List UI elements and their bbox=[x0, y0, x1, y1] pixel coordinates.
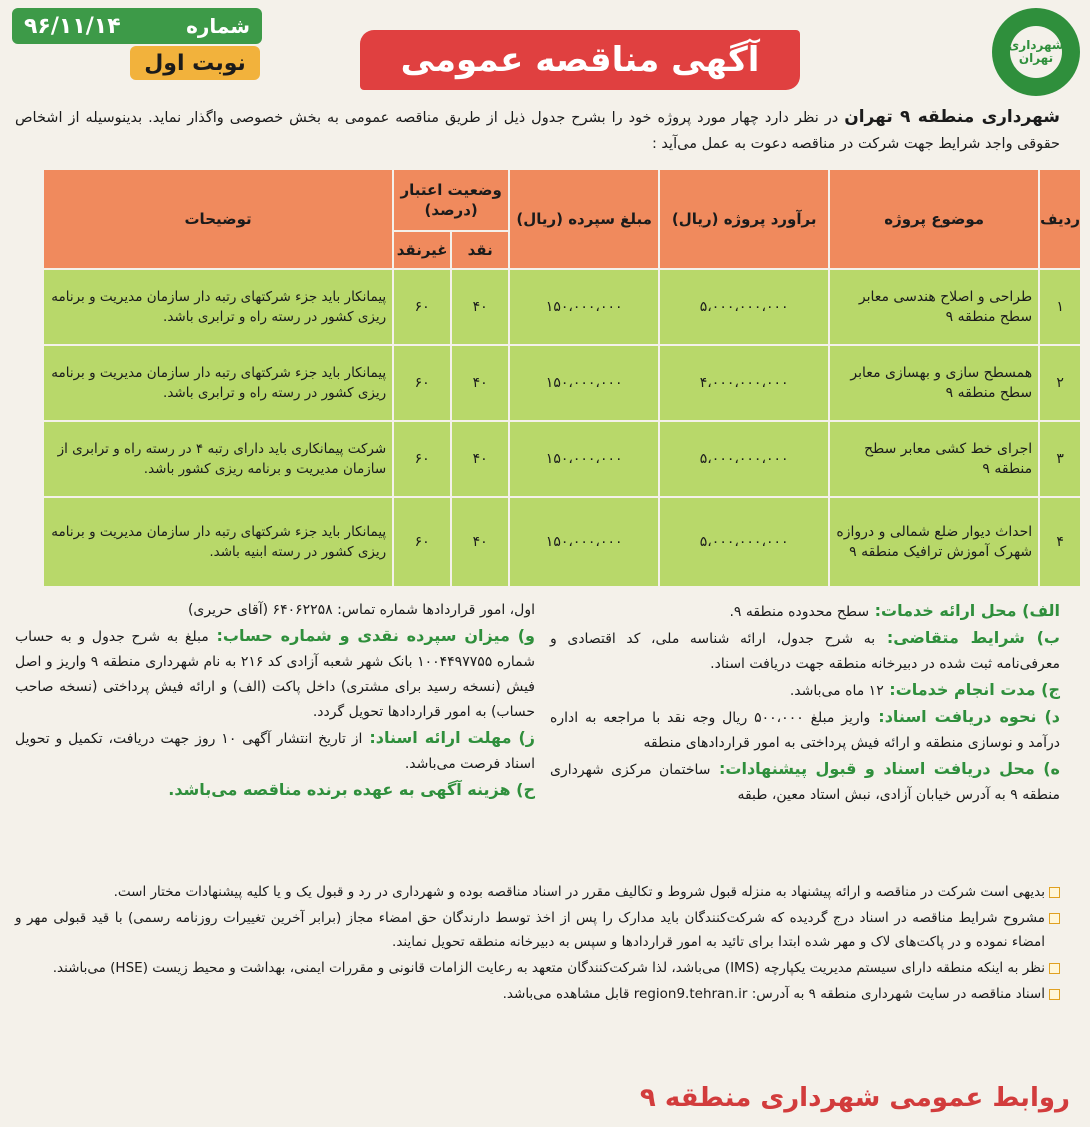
cell-subject: طراحی و اصلاح هندسی معابر سطح منطقه ۹ bbox=[829, 269, 1039, 345]
section-a-heading: الف) محل ارائه خدمات: bbox=[869, 601, 1060, 620]
section-h-heading: ح) هزینه آگهی به عهده برنده مناقصه می‌باشد. bbox=[168, 780, 535, 799]
section-c-text: ۱۲ ماه می‌باشد. bbox=[789, 683, 884, 699]
notes-list bbox=[15, 880, 1060, 1008]
list-item bbox=[15, 956, 1060, 980]
checkbox-bullet-icon bbox=[1049, 963, 1060, 974]
section-e-text: ساختمان مرکزی شهرداری منطقه ۹ به آدرس خیابان آزادی، نبش استاد معین، طبقه bbox=[550, 762, 1060, 803]
section-b-heading: ب) شرایط متقاضی: bbox=[875, 628, 1060, 647]
logo-emblem-icon: شهرداری تهران bbox=[1010, 26, 1062, 78]
note-text: نظر به اینکه منطقه دارای سیستم مدیریت یکپارچه (IMS) می‌باشد، لذا شرکت‌کنندگان متعهد به رعایت الزامات قانونی و مقررات ایمنی، بهداشت و محیط زیست (HSE) می‌باشند. bbox=[52, 960, 1045, 976]
cell-notes: پیمانکار باید جزء شرکتهای رتبه دار سازمان مدیریت و برنامه ریزی کشور در رسته راه و ترابری باشد. bbox=[43, 269, 393, 345]
cell-cash: ۴۰ bbox=[451, 421, 509, 497]
section-g-heading: ز) مهلت ارائه اسناد: bbox=[362, 728, 536, 747]
cell-deposit: ۱۵۰،۰۰۰،۰۰۰ bbox=[509, 421, 659, 497]
cell-estimate: ۴،۰۰۰،۰۰۰،۰۰۰ bbox=[659, 345, 829, 421]
cell-subject: همسطح سازی و بهسازی معابر سطح منطقه ۹ bbox=[829, 345, 1039, 421]
cell-deposit: ۱۵۰،۰۰۰،۰۰۰ bbox=[509, 345, 659, 421]
issue-number-label: شماره bbox=[186, 14, 250, 38]
intro-paragraph bbox=[15, 104, 1060, 157]
section-d bbox=[550, 704, 1060, 756]
section-e-heading: ه) محل دریافت اسناد و قبول پیشنهادات: bbox=[710, 759, 1061, 778]
cell-noncash: ۶۰ bbox=[393, 497, 451, 587]
cell-cash: ۴۰ bbox=[451, 345, 509, 421]
page-title: آگهی مناقصه عمومی bbox=[360, 30, 800, 90]
list-item bbox=[15, 982, 1060, 1006]
note-text: بدیهی است شرکت در مناقصه و ارائه پیشنهاد به منزله قبول شروط و تکالیف مقرر در اسناد مناقصه بوده و شهرداری در رد و قبول یک و یا کلیه پیشنهادات مختار است. bbox=[113, 884, 1045, 900]
checkbox-bullet-icon bbox=[1049, 989, 1060, 1000]
footer-signature: روابط عمومی شهرداری منطقه ۹ bbox=[639, 1083, 1070, 1113]
section-e-continued: اول، امور قراردادها شماره تماس: ۶۴۰۶۲۲۵۸ (آقای حریری) bbox=[187, 602, 535, 618]
section-f-text: مبلغ به شرح جدول و به حساب شماره ۱۰۰۴۴۹۷۷۵۵ بانک شهر شعبه آزادی کد ۲۱۶ به نام شهرداری منطقه ۹ واریز و اصل فیش (نسخه رسید برای مشتری) داخل پاکت (الف) و ارائه فیش پرداختی (نسخه صاحب حساب) به امور قراردادها تحویل گردد. bbox=[15, 629, 536, 720]
conditions-sections bbox=[15, 598, 1060, 868]
header-notes: توضیحات bbox=[43, 169, 393, 269]
header-credit: وضعیت اعتبار (درصد) bbox=[393, 169, 509, 231]
cell-deposit: ۱۵۰،۰۰۰،۰۰۰ bbox=[509, 497, 659, 587]
projects-table bbox=[42, 168, 1082, 588]
note-text: مشروح شرایط مناقصه در اسناد درج گردیده که شرکت‌کنندگان باید مدارک را پس از اخذ توسط دارندگان حق امضاء مجاز (برابر آخرین تغییرات روزنامه رسمی) با قید قبولی مهر و امضاء نموده و در پاکت‌های لاک و مهر شده ابتدا برای تائید به امور قراردادها و سپس به دبیرخانه منطقه تحویل نمایند. bbox=[15, 910, 1045, 950]
list-item bbox=[15, 880, 1060, 904]
conditions-right-column bbox=[550, 598, 1060, 808]
header-estimate: برآورد پروژه (ریال) bbox=[659, 169, 829, 269]
cell-estimate: ۵،۰۰۰،۰۰۰،۰۰۰ bbox=[659, 497, 829, 587]
section-b bbox=[550, 625, 1060, 677]
section-d-text: واریز مبلغ ۵۰۰،۰۰۰ ریال وجه نقد با مراجعه به اداره درآمد و نوسازی منطقه و ارائه فیش پرداختی به امور قراردادهای منطقه bbox=[550, 710, 1060, 751]
section-a-text: سطح محدوده منطقه ۹. bbox=[729, 604, 870, 620]
cell-row: ۳ bbox=[1039, 421, 1081, 497]
header-deposit: مبلغ سپرده (ریال) bbox=[509, 169, 659, 269]
issue-number-box bbox=[12, 8, 262, 44]
section-c-heading: ج) مدت انجام خدمات: bbox=[883, 680, 1060, 699]
table-row bbox=[43, 345, 1081, 421]
section-c bbox=[550, 677, 1060, 704]
checkbox-bullet-icon bbox=[1049, 887, 1060, 898]
header-row: ردیف bbox=[1039, 169, 1081, 269]
cell-row: ۴ bbox=[1039, 497, 1081, 587]
header-noncash: غیرنقد bbox=[393, 231, 451, 269]
cell-cash: ۴۰ bbox=[451, 269, 509, 345]
cell-notes: شرکت پیمانکاری باید دارای رتبه ۴ در رسته راه و ترابری از سازمان مدیریت و برنامه ریزی کشور باشد. bbox=[43, 421, 393, 497]
section-d-heading: د) نحوه دریافت اسناد: bbox=[870, 707, 1061, 726]
header bbox=[0, 0, 1090, 100]
cell-noncash: ۶۰ bbox=[393, 345, 451, 421]
organization-name: شهرداری منطقه ۹ تهران bbox=[844, 107, 1061, 127]
cell-cash: ۴۰ bbox=[451, 497, 509, 587]
cell-noncash: ۶۰ bbox=[393, 421, 451, 497]
cell-notes: پیمانکار باید جزء شرکتهای رتبه دار سازمان مدیریت و برنامه ریزی کشور در رسته ابنیه باشد. bbox=[43, 497, 393, 587]
conditions-left-column bbox=[15, 598, 535, 804]
checkbox-bullet-icon bbox=[1049, 913, 1060, 924]
header-cash: نقد bbox=[451, 231, 509, 269]
cell-subject: احداث دیوار ضلع شمالی و دروازه شهرک آموزش ترافیک منطقه ۹ bbox=[829, 497, 1039, 587]
section-a bbox=[550, 598, 1060, 625]
cell-estimate: ۵،۰۰۰،۰۰۰،۰۰۰ bbox=[659, 269, 829, 345]
section-e bbox=[550, 756, 1060, 808]
table-row bbox=[43, 497, 1081, 587]
section-g-text: از تاریخ انتشار آگهی ۱۰ روز جهت دریافت، تکمیل و تحویل اسناد فرصت می‌باشد. bbox=[15, 731, 535, 772]
cell-deposit: ۱۵۰،۰۰۰،۰۰۰ bbox=[509, 269, 659, 345]
intro-text: در نظر دارد چهار مورد پروژه خود را بشرح جدول ذیل از طریق مناقصه عمومی به بخش خصوصی واگذار نماید. بدینوسیله از اشخاص حقوقی واجد شرایط جهت شرکت در مناقصه دعوت به عمل می‌آید : bbox=[15, 110, 1060, 152]
section-f-heading: و) میزان سپرده نقدی و شماره حساب: bbox=[208, 626, 535, 645]
section-f bbox=[15, 623, 535, 725]
header-subject: موضوع پروژه bbox=[829, 169, 1039, 269]
municipality-logo bbox=[992, 8, 1080, 96]
section-b-text: به شرح جدول، ارائه شناسه ملی، کد اقتصادی و معرفی‌نامه ثبت شده در دبیرخانه منطقه جهت دریافت اسناد. bbox=[550, 631, 1060, 672]
cell-subject: اجرای خط کشی معابر سطح منطقه ۹ bbox=[829, 421, 1039, 497]
note-text: اسناد مناقصه در سایت شهرداری منطقه ۹ به آدرس: region9.tehran.ir قابل مشاهده می‌باشد. bbox=[502, 986, 1045, 1002]
cell-estimate: ۵،۰۰۰،۰۰۰،۰۰۰ bbox=[659, 421, 829, 497]
cell-row: ۱ bbox=[1039, 269, 1081, 345]
round-badge: نوبت اول bbox=[130, 46, 260, 80]
issue-number-value: ۹۶/۱۱/۱۴ bbox=[24, 13, 121, 39]
section-g bbox=[15, 725, 535, 777]
cell-noncash: ۶۰ bbox=[393, 269, 451, 345]
list-item bbox=[15, 906, 1060, 954]
cell-notes: پیمانکار باید جزء شرکتهای رتبه دار سازمان مدیریت و برنامه ریزی کشور در رسته راه و ترابری باشد. bbox=[43, 345, 393, 421]
table-row bbox=[43, 421, 1081, 497]
table-row bbox=[43, 269, 1081, 345]
cell-row: ۲ bbox=[1039, 345, 1081, 421]
section-h bbox=[15, 777, 535, 804]
